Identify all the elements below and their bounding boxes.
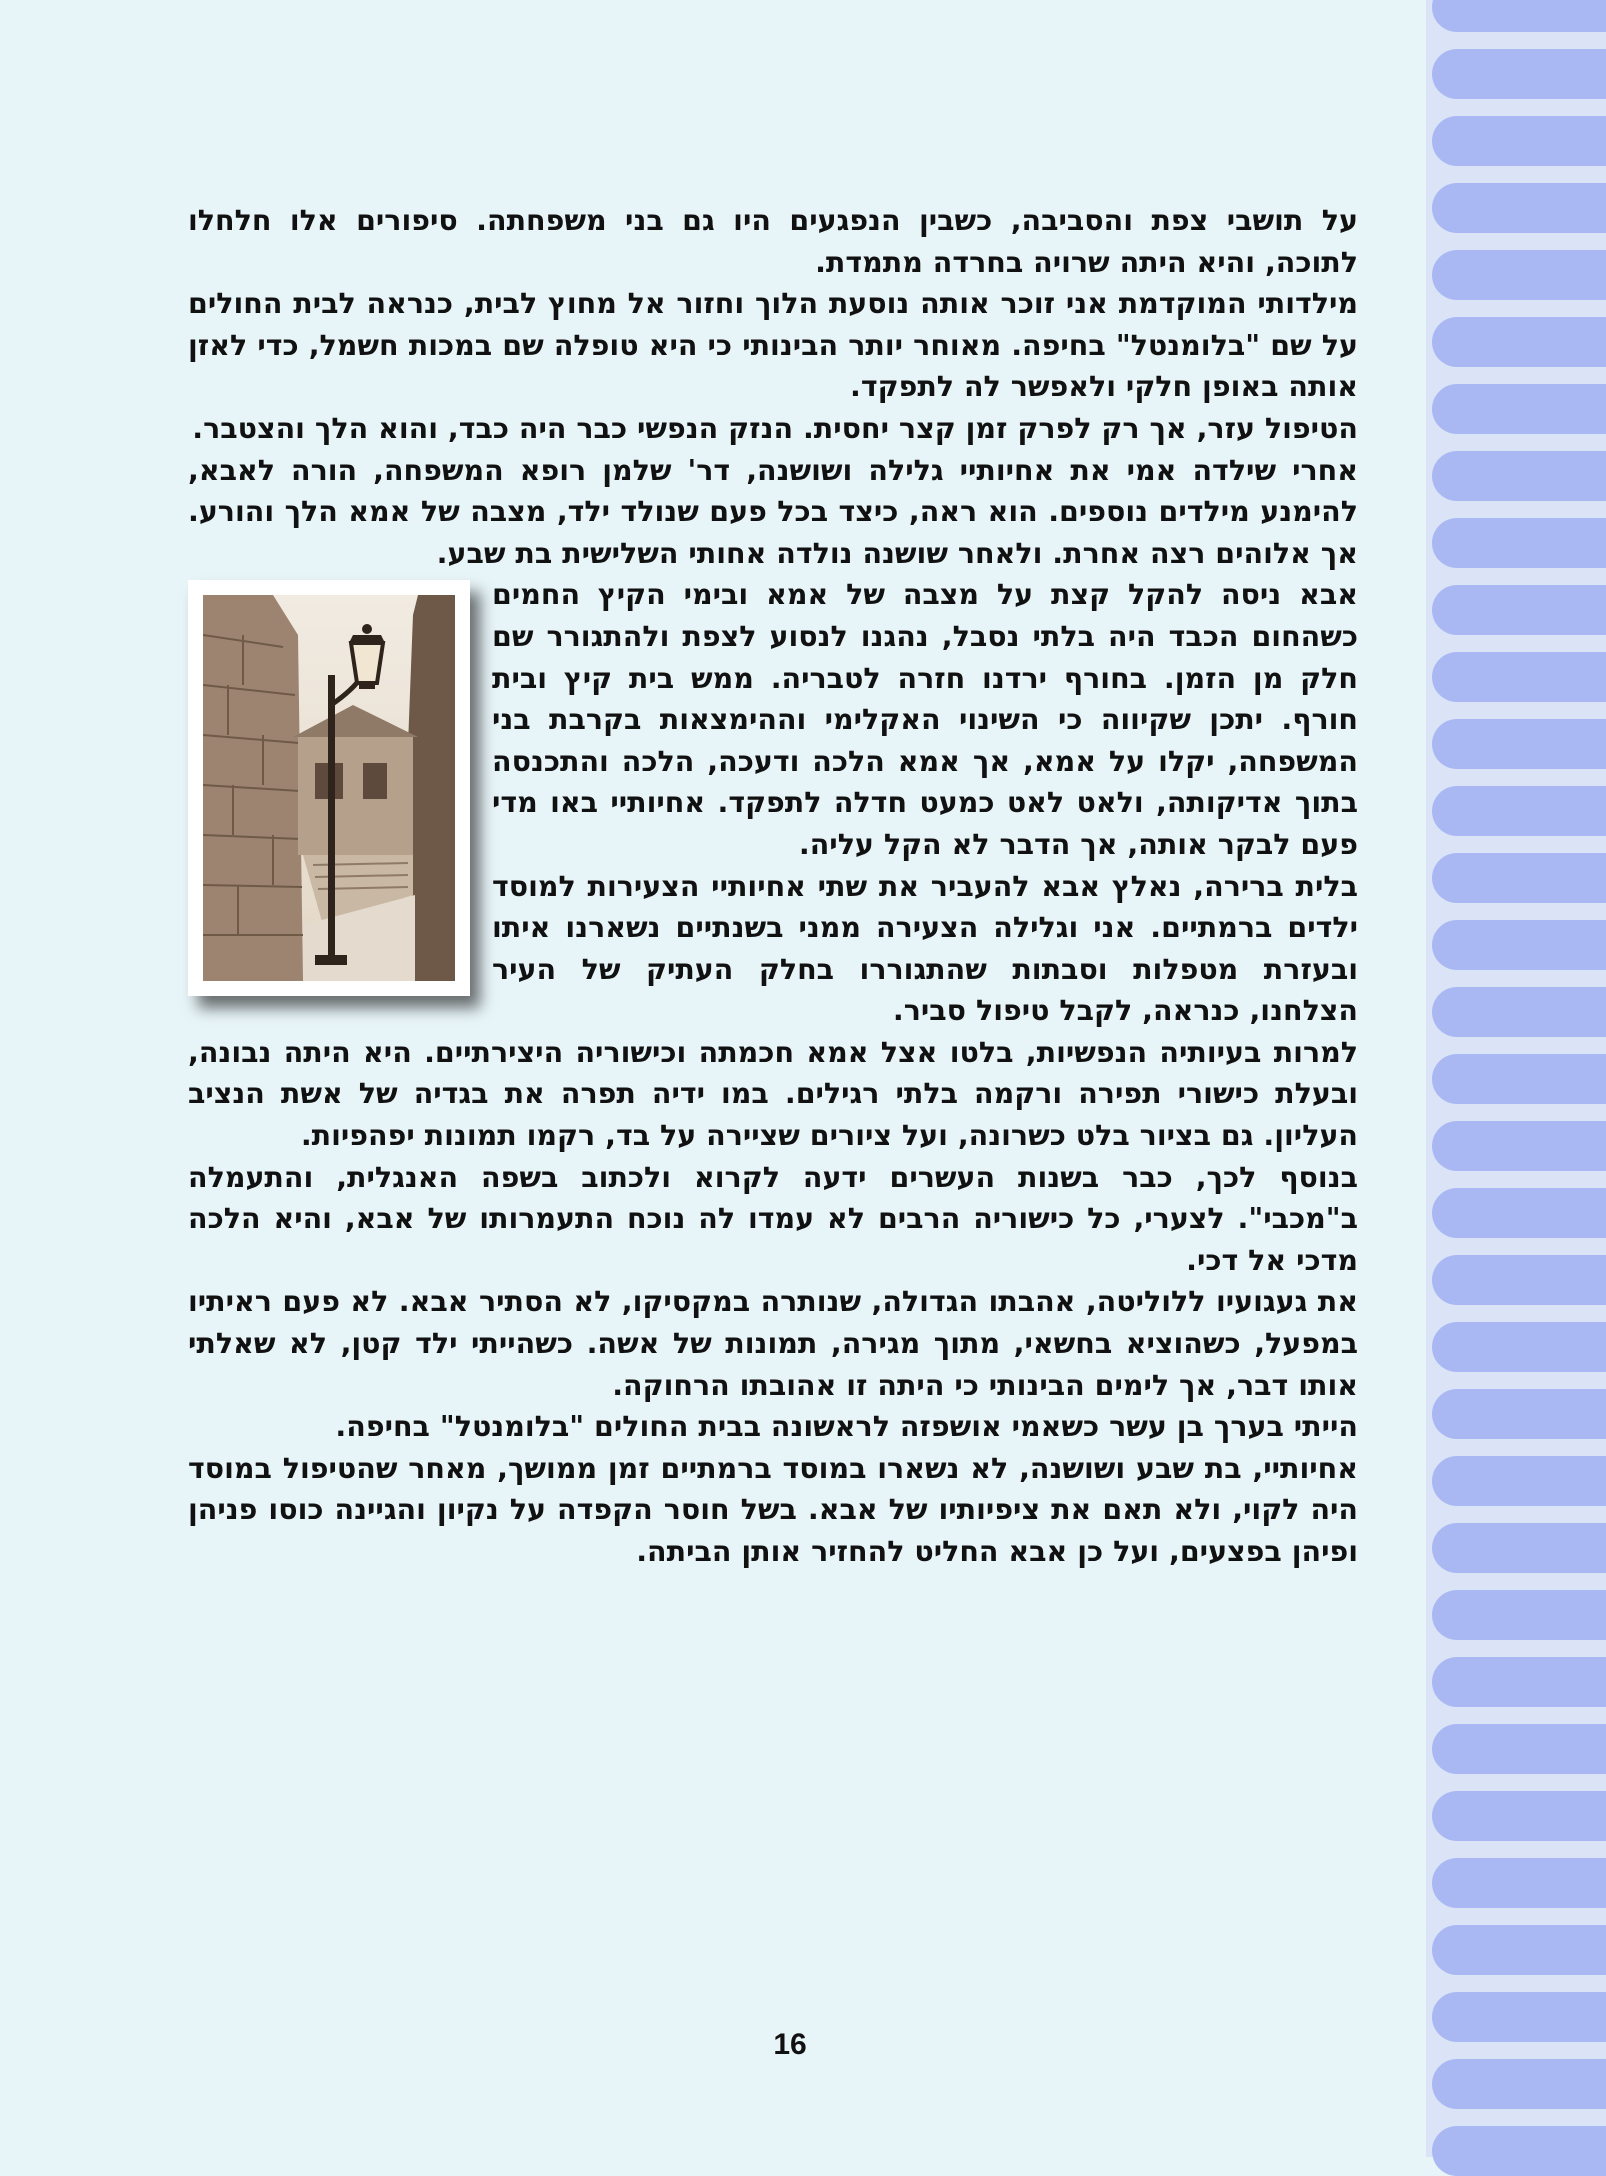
decorative-tab bbox=[1432, 0, 1606, 32]
decorative-tab bbox=[1432, 518, 1606, 568]
decorative-tab bbox=[1432, 920, 1606, 970]
decorative-tab bbox=[1432, 1255, 1606, 1305]
decorative-tab bbox=[1432, 1389, 1606, 1439]
decorative-tab bbox=[1432, 853, 1606, 903]
paragraph: הייתי בערך בן עשר כשאמי אושפזה לראשונה בבית החולים "בלומנטל" בחיפה. bbox=[335, 1410, 1358, 1444]
paragraph: על תושבי צפת והסביבה, כשבין הנפגעים היו גם בני משפחתה. סיפורים אלו חלחלו לתוכה, והיא היתה שרויה בחרדה מתמדת. bbox=[188, 204, 1358, 279]
decorative-side-band bbox=[1426, 0, 1606, 2157]
decorative-tab bbox=[1432, 2126, 1606, 2176]
decorative-tab bbox=[1432, 1523, 1606, 1573]
body-text bbox=[188, 200, 1358, 1573]
paragraph: אחיותיי, בת שבע ושושנה, לא נשארו במוסד ברמתיים זמן ממושך, מאחר שהטיפול במוסד היה לקוי, ולא תאם את ציפיותיו של אבא. בשל חוסר הקפדה על נקיון והגיינה כוסו פניהן ופיהן בפצעים, ועל כן אבא החליט להחזיר אותן הביתה. bbox=[188, 1451, 1358, 1568]
paragraph: אחרי שילדה אמי את אחיותיי גלילה ושושנה, דר' שלמן רופא המשפחה, הורה לאבא, להימנע מילדים נוספים. הוא ראה, כיצד בכל פעם שנולד ילד, מצבה של אמא הלך והורע. אך אלוהים רצה אחרת. ולאחר שושנה נולדה אחותי השלישית בת שבע. bbox=[188, 453, 1358, 570]
decorative-tab bbox=[1432, 317, 1606, 367]
paragraph: מילדותי המוקדמת אני זוכר אותה נוסעת הלוך וחזור אל מחוץ לבית, כנראה לבית החולים על שם "בלומנטל" בחיפה. מאוחר יותר הבינותי כי היא טופלה שם במכות חשמל, כדי לאזן אותה באופן חלקי ולאפשר לה לתפקד. bbox=[188, 287, 1358, 404]
decorative-tab bbox=[1432, 1590, 1606, 1640]
decorative-tab bbox=[1432, 786, 1606, 836]
decorative-tab bbox=[1432, 1791, 1606, 1841]
paragraph: בלית ברירה, נאלץ אבא להעביר את שתי אחיותיי הצעירות למוסד ילדים ברמתיים. אני וגלילה הצעירה ממני בשנתיים נשארנו איתו ובעזרת מטפלות וסבתות שהתגוררו בחלק העתיק של העיר הצלחנו, כנראה, לקבל טיפול סביר. bbox=[492, 869, 1358, 1028]
paragraph: הטיפול עזר, אך רק לפרק זמן קצר יחסית. הנזק הנפשי כבר היה כבד, והוא הלך והצטבר. bbox=[192, 411, 1358, 445]
decorative-tab bbox=[1432, 1188, 1606, 1238]
decorative-tab bbox=[1432, 384, 1606, 434]
alley-photo bbox=[188, 580, 470, 996]
decorative-tab bbox=[1432, 987, 1606, 1037]
paragraph: את געגועיו ללוליטה, אהבתו הגדולה, שנותרה במקסיקו, לא הסתיר אבא. לא פעם ראיתיו במפעל, כשהוציא בחשאי, מתוך מגירה, תמונות של אשה. כשהייתי ילד קטן, לא שאלתי אותו דבר, אך לימים הבינותי כי היתה זו אהובתו הרחוקה. bbox=[188, 1285, 1358, 1402]
alley-lamp-image bbox=[203, 595, 455, 981]
decorative-tab bbox=[1432, 1657, 1606, 1707]
decorative-tab bbox=[1432, 1121, 1606, 1171]
decorative-tab bbox=[1432, 1456, 1606, 1506]
decorative-tab bbox=[1432, 2059, 1606, 2109]
decorative-tab bbox=[1432, 183, 1606, 233]
decorative-tab bbox=[1432, 719, 1606, 769]
paragraph: בנוסף לכך, כבר בשנות העשרים ידעה לקרוא ולכתוב בשפה האנגלית, והתעמלה ב"מכבי". לצערי, כל כישוריה הרבים לא עמדו לה נוכח התעמרותו של אבא, והיא הלכה מדכי אל דכי. bbox=[188, 1160, 1358, 1277]
decorative-tab bbox=[1432, 1054, 1606, 1104]
page-number: 16 bbox=[773, 2028, 807, 2061]
decorative-tab bbox=[1432, 250, 1606, 300]
paragraph: אבא ניסה להקל קצת על מצבה של אמא ובימי הקיץ החמים כשהחום הכבד היה בלתי נסבל, נהגנו לנסוע לצפת ולהתגורר שם חלק מן הזמן. בחורף ירדנו חזרה לטבריה. ממש בית קיץ ובית חורף. יתכן שקיווה כי השינוי האקלימי וההימצאות בקרבת בני המשפחה, יקלו על אמא, אך אמא הלכה ודעכה, הלכה והתכנסה בתוך אדיקותה, ולאט לאט כמעט חדלה לתפקד. אחיותיי באו מדי פעם לבקר אותה, אך הדבר לא הקל עליה. bbox=[492, 578, 1358, 861]
paragraph: למרות בעיותיה הנפשיות, בלטו אצל אמא חכמתה וכישוריה היצירתיים. היא היתה נבונה, ובעלת כישורי תפירה ורקמה בלתי רגילים. במו ידיה תפרה את בגדיה של אשת הנציב העליון. גם בציור בלט כשרונה, ועל ציורים שציירה על בד, רקמו תמונות יפהפיות. bbox=[188, 1035, 1358, 1153]
decorative-tab bbox=[1432, 1322, 1606, 1372]
decorative-tab bbox=[1432, 585, 1606, 635]
decorative-tab bbox=[1432, 652, 1606, 702]
decorative-tab bbox=[1432, 49, 1606, 99]
decorative-tab bbox=[1432, 116, 1606, 166]
decorative-tab bbox=[1432, 1724, 1606, 1774]
decorative-tab bbox=[1432, 1925, 1606, 1975]
decorative-tab bbox=[1432, 1858, 1606, 1908]
decorative-tab bbox=[1432, 451, 1606, 501]
